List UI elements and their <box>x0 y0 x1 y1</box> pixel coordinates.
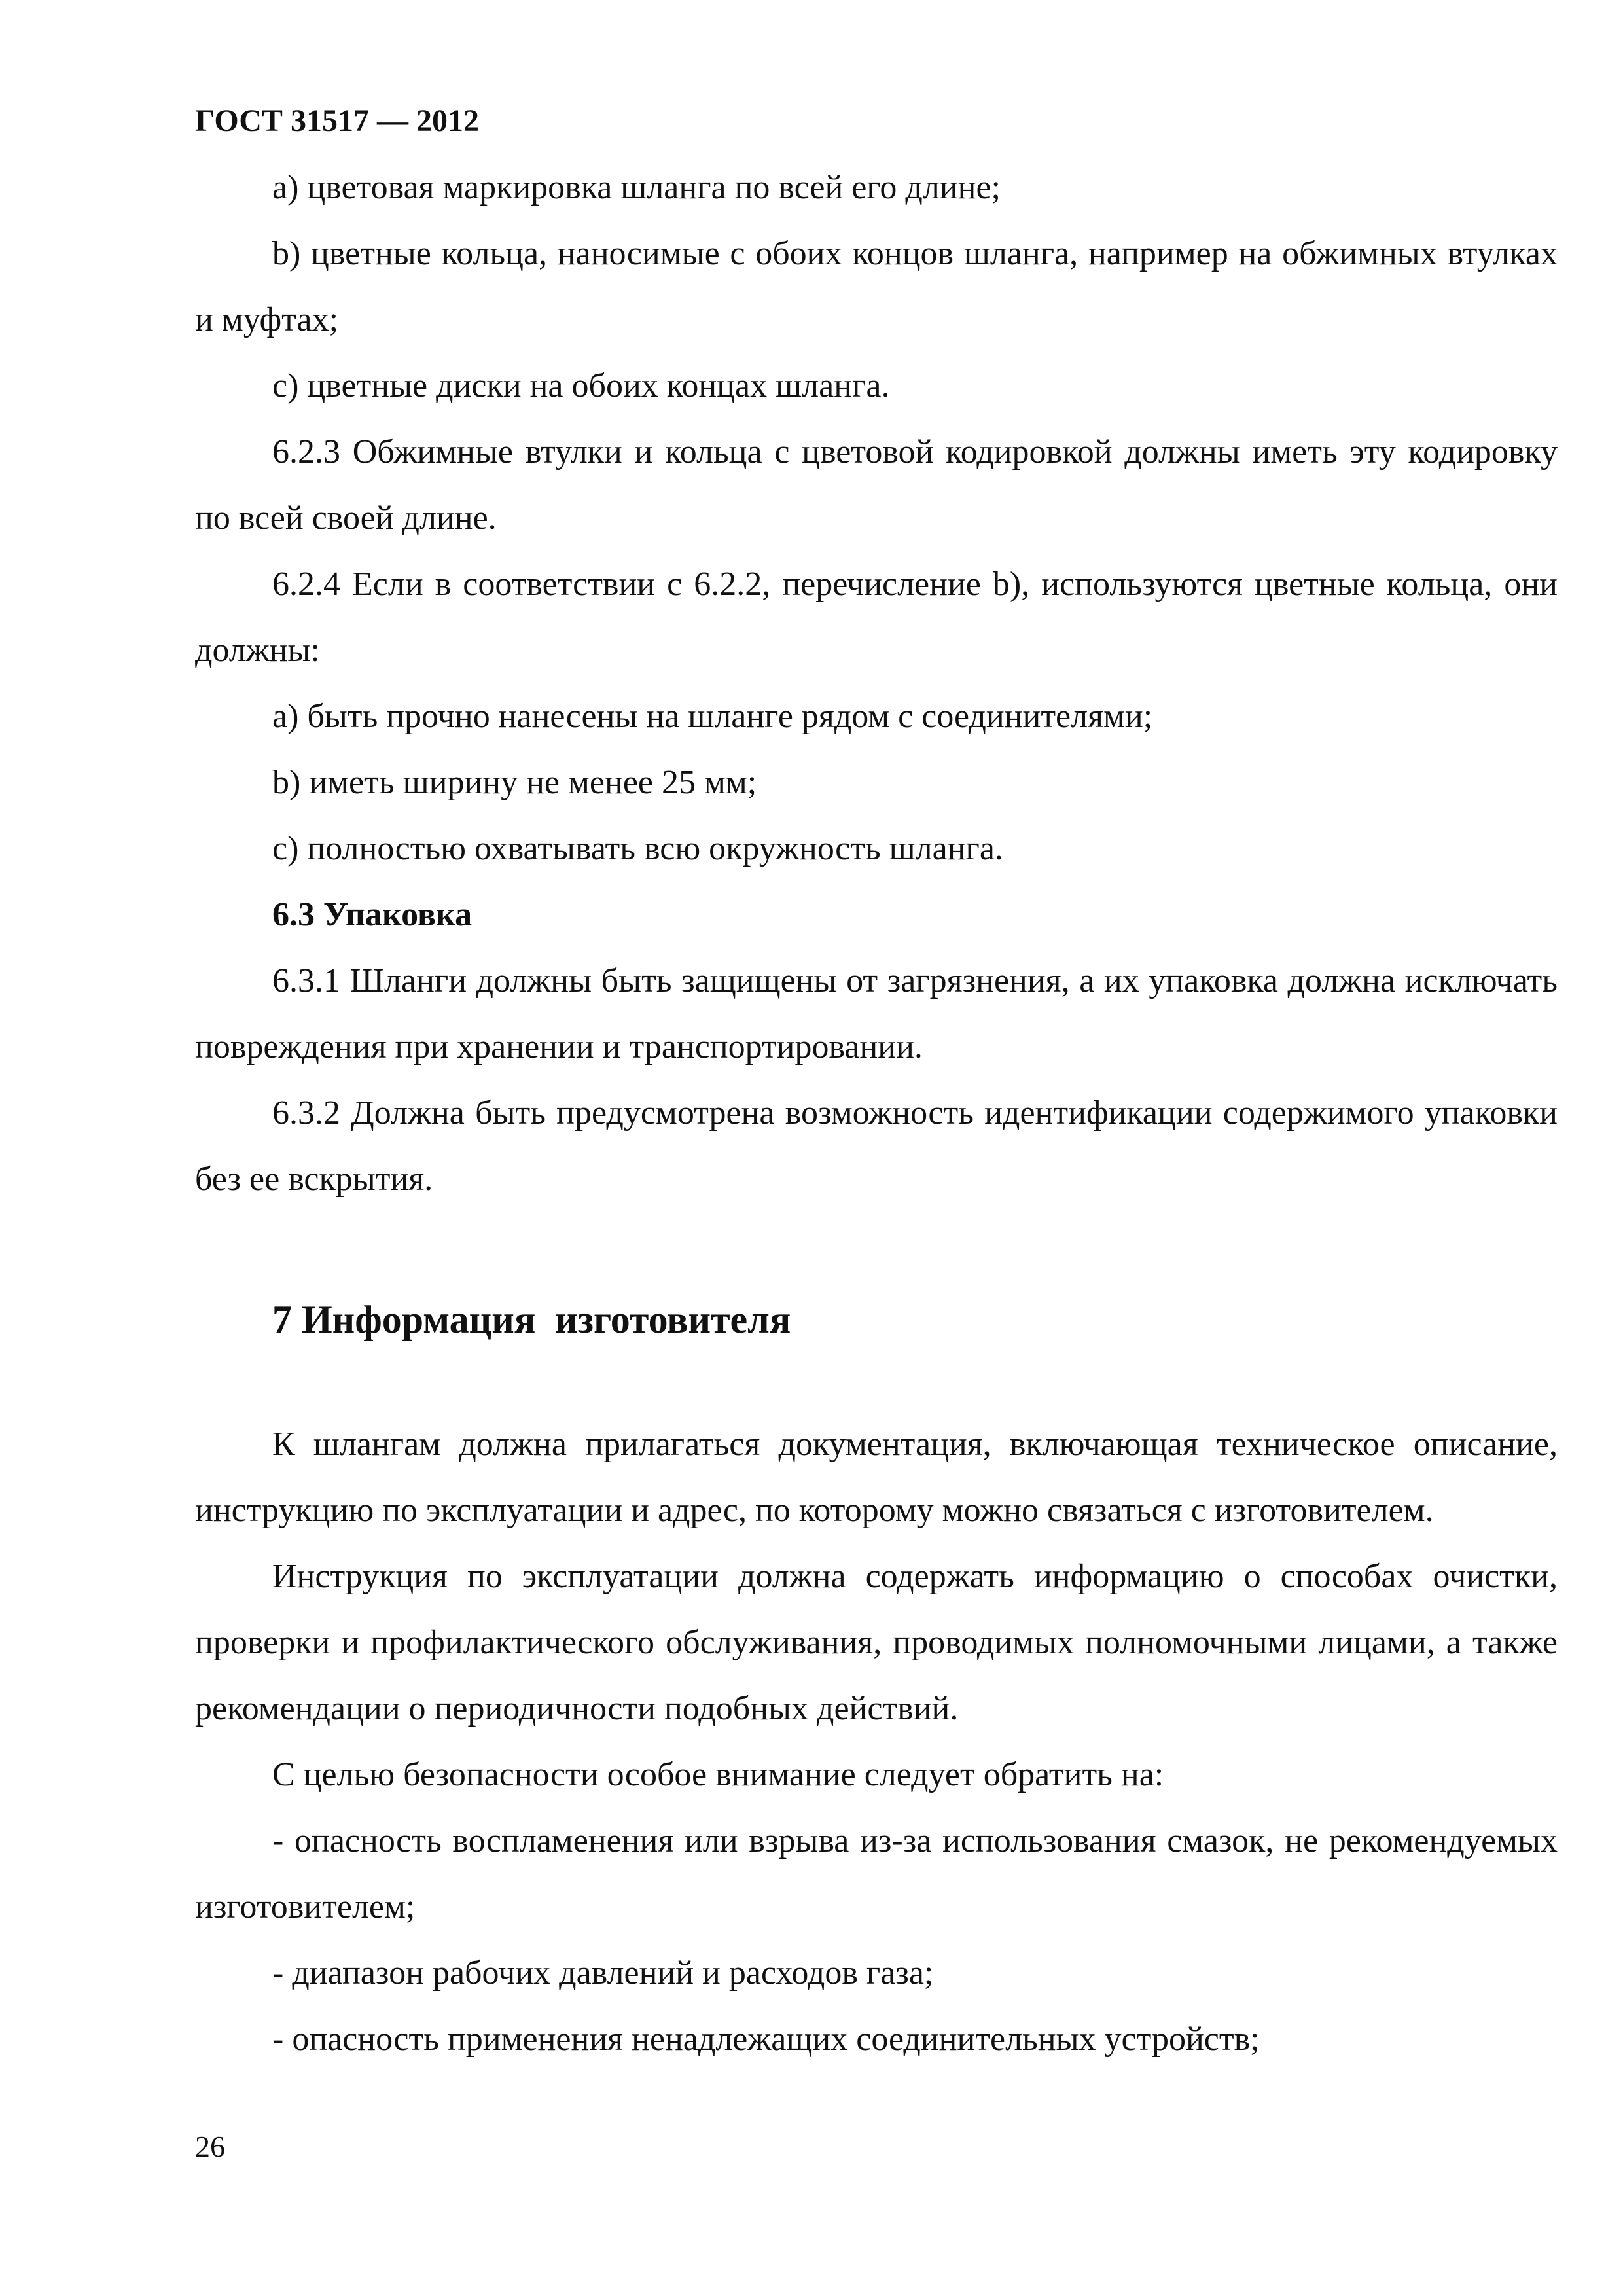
clause-6-2-4: 6.2.4 Если в соответствии с 6.2.2, перечисление b), используются цветные кольца, они должны: <box>195 565 1558 669</box>
clause-6-2-3: 6.2.3 Обжимные втулки и кольца с цветовой кодировкой должны иметь эту кодировку по всей своей длине. <box>195 433 1558 537</box>
list-item-c-discs: с) цветные диски на обоих концах шланга. <box>272 367 890 404</box>
dash-item-pressure-range: - диапазон рабочих давлений и расходов газа; <box>272 1954 934 1992</box>
paragraph-documentation: К шлангам должна прилагаться документация, включающая техническое описание, инструкцию по эксплуатации и адрес, по которому можно связаться с изготовителем. <box>195 1426 1558 1529</box>
dash-item-improper-connectors: - опасность применения ненадлежащих соединительных устройств; <box>272 2020 1260 2058</box>
standard-designation: ГОСТ 31517 — 2012 <box>195 103 479 138</box>
list-item-c-circumference: с) полностью охватывать всю окружность шланга. <box>272 830 1003 867</box>
page-number: 26 <box>195 2130 225 2163</box>
list-item-b-width: b) иметь ширину не менее 25 мм; <box>272 764 757 801</box>
clause-6-3-1: 6.3.1 Шланги должны быть защищены от загрязнения, а их упаковка должна исключать повреждения при хранении и транспортировании. <box>195 962 1558 1066</box>
clause-6-3-2: 6.3.2 Должна быть предусмотрена возможность идентификации содержимого упаковки без ее вскрытия. <box>195 1094 1558 1198</box>
page-body <box>195 154 1558 2072</box>
section-title-manufacturer-info: 7 Информация изготовителя <box>272 1298 791 1341</box>
list-item-b-rings: b) цветные кольца, наносимые с обоих концов шланга, например на обжимных втулках и муфтах; <box>195 235 1558 338</box>
list-item-a-applied: а) быть прочно нанесены на шланге рядом с соединителями; <box>272 698 1153 735</box>
paragraph-operating-instructions: Инструкция по эксплуатации должна содержать информацию о способах очистки, проверки и профилактического обслуживания, проводимых полномочными лицами, а также рекомендации о периодичности подобных действий. <box>195 1558 1558 1727</box>
paragraph-safety-attention: С целью безопасности особое внимание следует обратить на: <box>272 1756 1164 1793</box>
dash-item-ignition-hazard: - опасность воспламенения или взрыва из-за использования смазок, не рекомендуемых изготовителем; <box>195 1822 1558 1926</box>
list-item-a-marking: а) цветовая маркировка шланга по всей его длине; <box>272 169 1001 206</box>
subsection-title-packaging: 6.3 Упаковка <box>272 896 473 933</box>
